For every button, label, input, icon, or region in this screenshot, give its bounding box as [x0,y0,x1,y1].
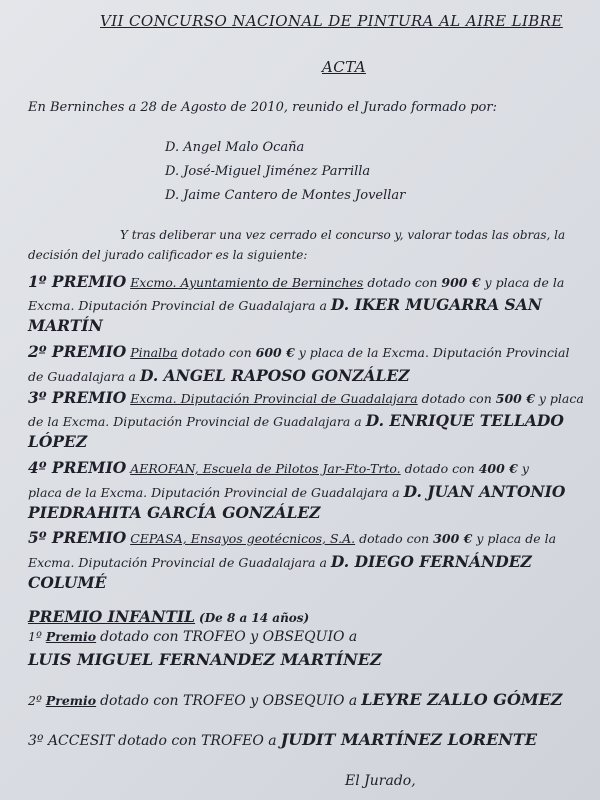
prize-1-winner-a: D. IKER MUGARRA SAN [330,295,542,314]
children-second-line [28,690,562,709]
closing-signature: El Jurado, [345,773,416,789]
prize-5-line-1 [28,528,556,547]
prize-3-amount: 500 € [495,391,535,406]
prize-3-sponsor: Excma. Diputación Provincial de Guadalajara [130,391,418,406]
prize-3-line-1 [28,388,584,407]
prize-4-line-2 [28,482,565,501]
prize-4-label: 4º PREMIO [28,458,127,477]
prize-4-winner-a: D. JUAN ANTONIO [403,482,566,501]
prize-1-winner-b: MARTÍN [28,316,103,335]
prize-3-plaque-a: y placa [538,391,584,406]
prize-2-line-1 [28,342,569,361]
jury-member-1: D. Angel Malo Ocaña [165,140,305,155]
prize-1-line-1 [28,272,564,291]
prize-3-amount-text: dotado con [421,391,492,406]
prize-5-plaque-a: y placa de la [476,531,557,546]
prize-4-amount-text: dotado con [404,461,475,476]
prize-4-sponsor: AEROFAN, Escuela de Pilotos Jar-Fto-Trto. [130,461,401,476]
children-first-line [28,629,357,645]
prize-5-label: 5º PREMIO [28,528,127,547]
prize-1-plaque-a: y placa de la [484,275,565,290]
prize-5-amount: 300 € [433,531,473,546]
prize-4-line-1 [28,458,529,477]
deliberation-line-2: decisión del jurado calificador es la siguiente: [28,248,308,262]
children-first-word: Premio [45,629,97,644]
prize-3-winner-a: D. ENRIQUE TELLADO [365,411,564,430]
prize-4-plaque-b: placa de la Excma. Diputación Provincial de Guadalajara a [28,485,400,500]
prize-4-winner-b: PIEDRAHITA GARCÍA GONZÁLEZ [28,503,321,522]
children-prize-ages: (De 8 a 14 años) [199,611,310,625]
prize-2-plaque-b: de Guadalajara a [28,369,136,384]
prize-2-plaque-a: y placa de la Excma. Diputación Provincial [298,345,570,360]
children-third-label: 3º ACCESIT [28,733,115,749]
deliberation-line-1: Y tras deliberar una vez cerrado el concurso y, valorar todas las obras, la [120,228,566,242]
children-second-label: 2º [28,693,42,708]
children-second-winner: LEYRE ZALLO GÓMEZ [361,690,563,709]
children-first-text: dotado con TROFEO y OBSEQUIO a [100,629,358,645]
prize-2-line-2 [28,366,410,385]
jury-member-3: D. Jaime Cantero de Montes Jovellar [165,188,406,203]
prize-2-label: 2º PREMIO [28,342,127,361]
prize-3-line-2 [28,411,564,430]
children-prize-heading [28,607,309,626]
prize-4-amount: 400 € [478,461,518,476]
children-second-text: dotado con TROFEO y OBSEQUIO a [100,693,358,709]
children-third-text: dotado con TROFEO a [118,733,277,749]
children-first-winner: LUIS MIGUEL FERNANDEZ MARTÍNEZ [28,650,382,669]
prize-3-plaque-b: de la Excma. Diputación Provincial de Guadalajara a [28,414,362,429]
prize-5-line-2 [28,552,532,571]
intro-paragraph: En Berninches a 28 de Agosto de 2010, reunido el Jurado formado por: [28,100,497,115]
prize-3-winner-b: LÓPEZ [28,432,88,451]
prize-5-sponsor: CEPASA, Ensayos geotécnicos, S.A. [130,531,356,546]
children-second-word: Premio [45,693,97,708]
prize-1-line-2 [28,295,542,314]
prize-3-label: 3º PREMIO [28,388,127,407]
prize-1-sponsor: Excmo. Ayuntamiento de Berninches [130,275,364,290]
prize-2-amount-text: dotado con [181,345,252,360]
prize-2-winner-a: D. ANGEL RAPOSO GONZÁLEZ [139,366,410,385]
prize-1-amount: 900 € [441,275,481,290]
prize-5-winner-a: D. DIEGO FERNÁNDEZ [330,552,532,571]
prize-2-sponsor: Pinalba [130,345,178,360]
children-prize-title: PREMIO INFANTIL [28,607,196,626]
prize-5-winner-b: COLUMÉ [28,573,107,592]
prize-1-plaque-b: Excma. Diputación Provincial de Guadalajara a [28,298,327,313]
prize-5-plaque-b: Excma. Diputación Provincial de Guadalajara a [28,555,327,570]
prize-2-amount: 600 € [255,345,295,360]
document-title: VII CONCURSO NACIONAL DE PINTURA AL AIRE LIBRE [100,12,563,30]
prize-4-plaque-a: y [521,461,529,476]
prize-5-amount-text: dotado con [359,531,430,546]
children-third-winner: JUDIT MARTÍNEZ LORENTE [280,730,538,749]
children-first-label: 1º [28,629,42,644]
acta-heading: ACTA [322,58,366,76]
children-third-line [28,730,537,749]
prize-1-label: 1º PREMIO [28,272,127,291]
jury-member-2: D. José-Miguel Jiménez Parrilla [165,164,371,179]
prize-1-amount-text: dotado con [367,275,438,290]
